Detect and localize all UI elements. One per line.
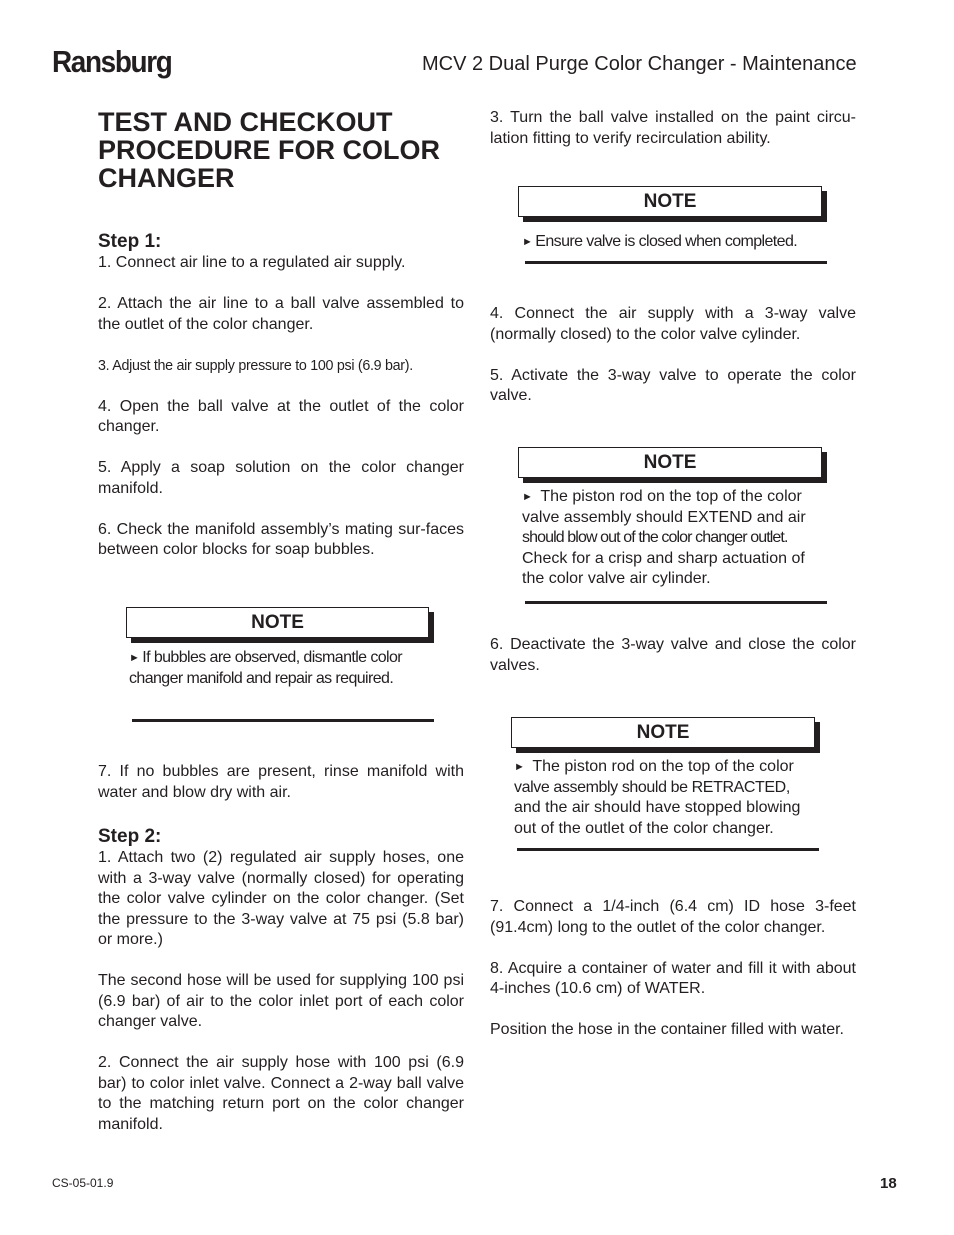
note-extend-line-3: should blow out of the color changer outlet. — [522, 529, 788, 546]
note-box-retracted: NOTE — [511, 717, 815, 748]
step2-item-2: 2. Connect the air supply hose with 100 psi (6.9 bar) to color inlet valve. Connect a 2-way ball valve to the matching return port on the color changer manifold. — [98, 1054, 464, 1133]
arrow-bullet-icon: ► — [514, 761, 525, 773]
note-divider — [132, 719, 434, 722]
left-column-lower — [98, 762, 464, 1135]
right-item-3-block — [490, 108, 856, 149]
right-item-3: 3. Turn the ball valve installed on the paint circu-lation fitting to verify recirculation ability. — [490, 109, 856, 147]
note-text-extend — [522, 487, 842, 590]
right-item-7: 7. Connect a 1/4-inch (6.4 cm) ID hose 3-feet (91.4cm) long to the outlet of the color changer. — [490, 898, 856, 936]
right-item-5: 5. Activate the 3-way valve to operate the color valve. — [490, 366, 856, 404]
note-extend-line-5: the color valve air cylinder. — [522, 570, 711, 587]
note-text-retracted — [514, 757, 834, 839]
step2-heading: Step 2: — [98, 826, 162, 847]
note-extend-line-1: The piston rod on the top of the color — [540, 488, 802, 505]
note-box-ensure: NOTE — [518, 186, 822, 217]
step1-item-6: 6. Check the manifold assembly’s mating sur-faces between color blocks for soap bubbles. — [98, 520, 464, 558]
step1-item-1: 1. Connect air line to a regulated air supply. — [98, 254, 406, 271]
note-text-bubbles — [129, 648, 434, 689]
page-title: TEST AND CHECKOUT PROCEDURE FOR COLOR CHANGER — [98, 107, 441, 193]
header-title: MCV 2 Dual Purge Color Changer - Maintenance — [422, 53, 857, 75]
arrow-bullet-icon: ► — [129, 652, 140, 664]
right-items-7-8 — [490, 897, 856, 1041]
note-retracted-line-2: valve assembly should be RETRACTED, — [514, 778, 790, 796]
arrow-bullet-icon: ► — [522, 491, 533, 503]
step1-item-3: 3. Adjust the air supply pressure to 100 psi (6.9 bar). — [98, 357, 413, 374]
note-divider — [525, 261, 827, 264]
step1-item-2: 2. Attach the air line to a ball valve assembled to the outlet of the color changer. — [98, 295, 464, 333]
note-retracted-line-4: out of the outlet of the color changer. — [514, 819, 774, 837]
right-item-6: 6. Deactivate the 3-way valve and close the color valves. — [490, 636, 856, 674]
right-item-4: 4. Connect the air supply with a 3-way valve (normally closed) to the color valve cylinder. — [490, 305, 856, 343]
note-box-extend: NOTE — [518, 447, 822, 478]
page-number: 18 — [880, 1175, 897, 1192]
note-text-ensure-content: Ensure valve is closed when completed. — [535, 233, 798, 250]
note-box-bubbles: NOTE — [126, 607, 429, 638]
step1-item-7: 7. If no bubbles are present, rinse manifold with water and blow dry with air. — [98, 763, 464, 801]
step1-heading: Step 1: — [98, 231, 162, 252]
note-retracted-line-3: and the air should have stopped blowing — [514, 799, 801, 816]
left-column — [98, 231, 464, 561]
footer-doc-code: CS-05-01.9 — [52, 1176, 114, 1190]
arrow-bullet-icon: ► — [522, 236, 533, 248]
right-item-8: 8. Acquire a container of water and fill it with about 4-inches (10.6 cm) of WATER. — [490, 959, 856, 997]
note-text-ensure — [522, 232, 832, 253]
note-divider — [525, 601, 827, 604]
step2-item-1: 1. Attach two (2) regulated air supply hoses, one with a 3-way valve (normally closed) for operating the color valve cylinder on the color changer. (Set the pressure to the 3-way valve at 75 psi (5.8 bar) or more.) — [98, 849, 464, 948]
brand-logo: Ransburg — [52, 44, 172, 79]
right-position: Position the hose in the container filled with water. — [490, 1021, 844, 1038]
right-item-6-block — [490, 635, 856, 676]
note-divider — [517, 848, 819, 851]
right-items-4-5 — [490, 304, 856, 407]
note-text-bubbles-content: If bubbles are observed, dismantle color changer manifold and repair as required. — [129, 649, 403, 687]
note-extend-line-2: valve assembly should EXTEND and air — [522, 508, 806, 526]
step1-item-5: 5. Apply a soap solution on the color changer manifold. — [98, 459, 464, 497]
step2-second-hose: The second hose will be used for supplying 100 psi (6.9 bar) of air to the color inlet port of each color changer valve. — [98, 972, 464, 1030]
step1-item-4: 4. Open the ball valve at the outlet of the color changer. — [98, 397, 464, 435]
note-extend-line-4: Check for a crisp and sharp actuation of — [522, 549, 805, 567]
note-retracted-line-1: The piston rod on the top of the color — [532, 758, 794, 775]
